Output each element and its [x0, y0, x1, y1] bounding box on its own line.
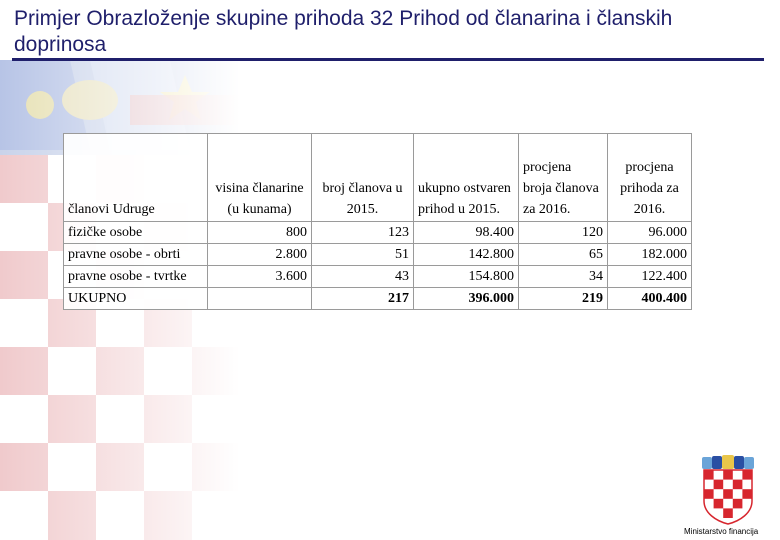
cell-members-2015: 51	[312, 244, 414, 266]
cell-members-2015: 43	[312, 266, 414, 288]
cell-fee: 800	[208, 222, 312, 244]
cell-income-2015: 154.800	[414, 266, 519, 288]
column-header-members: članovi Udruge	[64, 134, 208, 222]
column-header-fee: visina članarine (u kunama)	[208, 134, 312, 222]
page-title: Primjer Obrazloženje skupine prihoda 32 Prihod od članarina i članskih doprinosa	[14, 7, 673, 56]
cell-members-2015: 123	[312, 222, 414, 244]
row-label: pravne osobe - tvrtke	[64, 266, 208, 288]
footer-ministry-label: Ministarstvo financija	[684, 527, 759, 536]
table-row	[64, 266, 692, 288]
column-header-income-2015: ukupno ostvaren prihod u 2015.	[414, 134, 519, 222]
membership-income-table	[63, 133, 692, 310]
cell-fee: 2.800	[208, 244, 312, 266]
cell-fee: 3.600	[208, 266, 312, 288]
table-total-row	[64, 288, 692, 310]
cell-income-2016: 96.000	[608, 222, 692, 244]
table-row	[64, 244, 692, 266]
cell-income-2016: 182.000	[608, 244, 692, 266]
title-underline	[12, 58, 764, 61]
total-members-2016: 219	[519, 288, 608, 310]
croatian-coat-of-arms-logo	[700, 455, 756, 525]
total-fee	[208, 288, 312, 310]
cell-members-2016: 34	[519, 266, 608, 288]
total-income-2016: 400.400	[608, 288, 692, 310]
row-label: fizičke osobe	[64, 222, 208, 244]
cell-members-2016: 65	[519, 244, 608, 266]
cell-income-2015: 142.800	[414, 244, 519, 266]
column-header-members-estimate-2016: procjena broja članova za 2016.	[519, 134, 608, 222]
column-header-members-2015: broj članova u 2015.	[312, 134, 414, 222]
table-header-row	[64, 134, 692, 222]
total-label: UKUPNO	[64, 288, 208, 310]
table-row	[64, 222, 692, 244]
cell-income-2016: 122.400	[608, 266, 692, 288]
row-label: pravne osobe - obrti	[64, 244, 208, 266]
column-header-income-estimate-2016: procjena prihoda za 2016.	[608, 134, 692, 222]
total-income-2015: 396.000	[414, 288, 519, 310]
total-members-2015: 217	[312, 288, 414, 310]
cell-members-2016: 120	[519, 222, 608, 244]
cell-income-2015: 98.400	[414, 222, 519, 244]
